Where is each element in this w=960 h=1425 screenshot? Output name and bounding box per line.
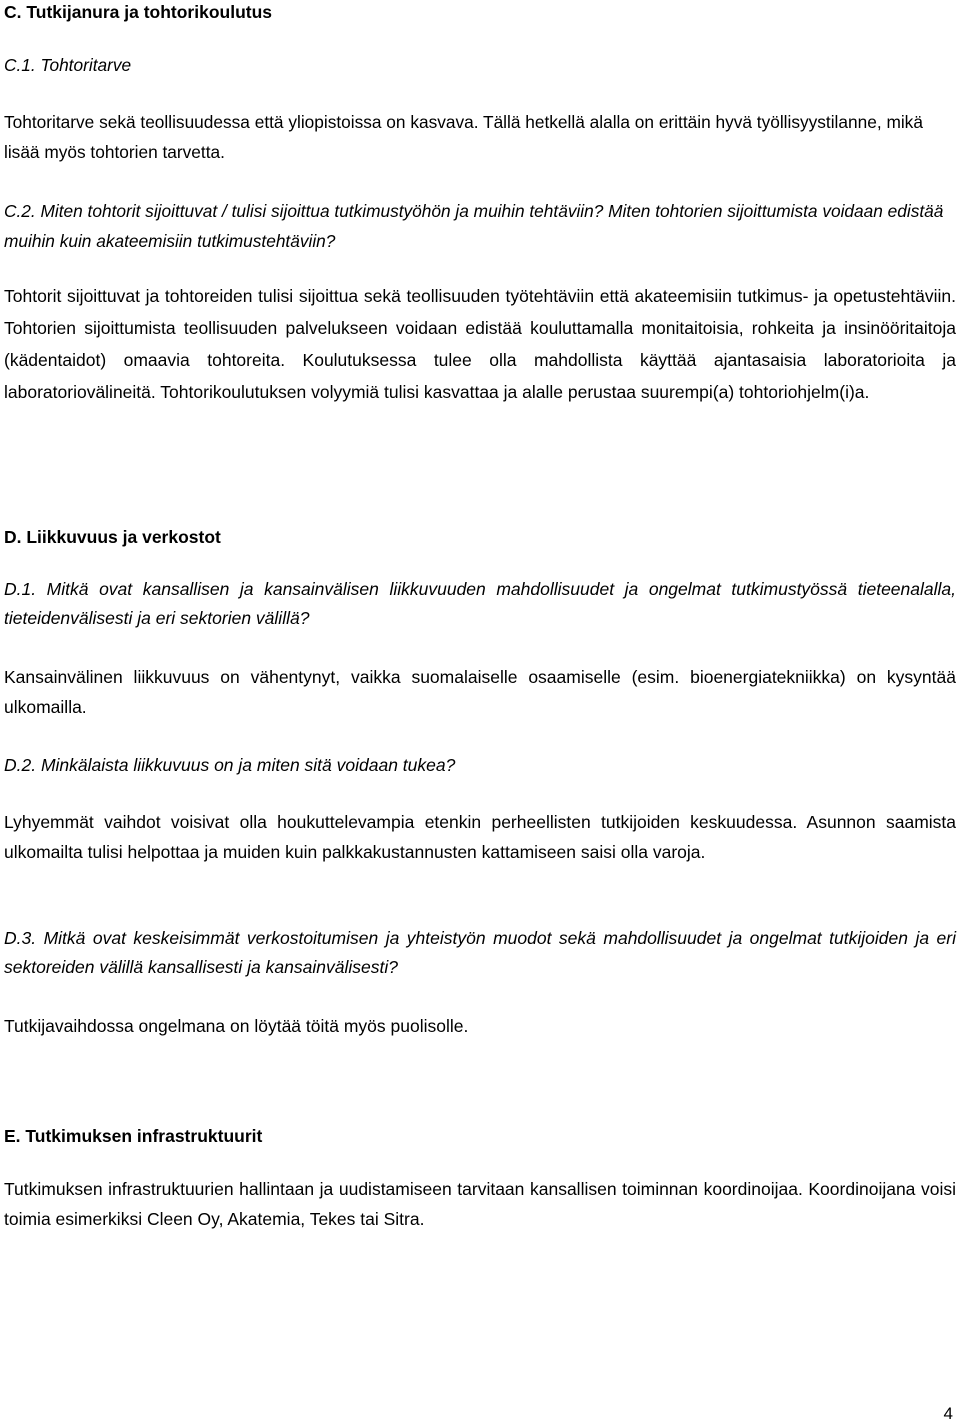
answer-d3: Tutkijavaihdossa ongelmana on löytää töitä myös puolisolle. bbox=[4, 1016, 469, 1036]
page-number: 4 bbox=[943, 1404, 953, 1423]
answer-e1: Tutkimuksen infrastruktuurien hallintaan ja uudistamiseen tarvitaan kansallisen toiminnan koordinoijaa. Koordinoijana voisi toimia esimerkiksi Cleen Oy, Akatemia, Tekes tai Sitra. bbox=[4, 1179, 956, 1229]
answer-c2: Tohtorit sijoittuvat ja tohtoreiden tulisi sijoittua sekä teollisuuden työtehtäviin että akateemisiin tutkimus- ja opetustehtäviin. Tohtorien sijoittumista teollisuuden palvelukseen voidaan edistää kouluttamalla monitaitoisia, rohkeita ja insinööritaitoja (kädentaidot) omaavia tohtoreita. Koulutuksessa tulee olla mahdollista käyttää ajantasaisia laboratorioita ja laboratoriovälineitä. Tohtorikoulutuksen volyymiä tulisi kasvattaa ja alalle perustaa suurempi(a) tohtoriohjelm(i)a. bbox=[4, 286, 956, 402]
answer-d1: Kansainvälinen liikkuvuus on vähentynyt, vaikka suomalaiselle osaamiselle (esim. bioenergiatekniikka) on kysyntää ulkomailla. bbox=[4, 667, 956, 717]
answer-d2: Lyhyemmät vaihdot voisivat olla houkuttelevampia etenkin perheellisten tutkijoiden keskuudessa. Asunnon saamista ulkomailta tulisi helpottaa ja muiden kuin palkkakustannusten kattamiseen saisi olla varoja. bbox=[4, 812, 956, 862]
question-c2: C.2. Miten tohtorit sijoittuvat / tulisi sijoittua tutkimustyöhön ja muihin tehtäviin? Miten tohtorien sijoittumista voidaan edistää muihin kuin akateemisiin tutkimustehtäviin? bbox=[4, 201, 944, 251]
section-e-heading: E. Tutkimuksen infrastruktuurit bbox=[4, 1126, 263, 1146]
question-d3: D.3. Mitkä ovat keskeisimmät verkostoitumisen ja yhteistyön muodot sekä mahdollisuudet ja ongelmat tutkijoiden ja eri sektoreiden välillä kansallisesti ja kansainvälisesti? bbox=[4, 928, 956, 977]
section-c-heading: C. Tutkijanura ja tohtorikoulutus bbox=[4, 2, 273, 22]
question-c1: C.1. Tohtoritarve bbox=[4, 55, 132, 75]
answer-c1: Tohtoritarve sekä teollisuudessa että yliopistoissa on kasvava. Tällä hetkellä alalla on erittäin hyvä työllisyystilanne, mikä lisää myös tohtorien tarvetta. bbox=[4, 112, 923, 162]
section-d-heading: D. Liikkuvuus ja verkostot bbox=[4, 527, 221, 547]
question-d1: D.1. Mitkä ovat kansallisen ja kansainvälisen liikkuvuuden mahdollisuudet ja ongelmat tutkimustyössä tieteenalalla, tieteidenvälisesti ja eri sektorien välillä? bbox=[4, 579, 956, 628]
question-d2: D.2. Minkälaista liikkuvuus on ja miten sitä voidaan tukea? bbox=[4, 755, 456, 775]
